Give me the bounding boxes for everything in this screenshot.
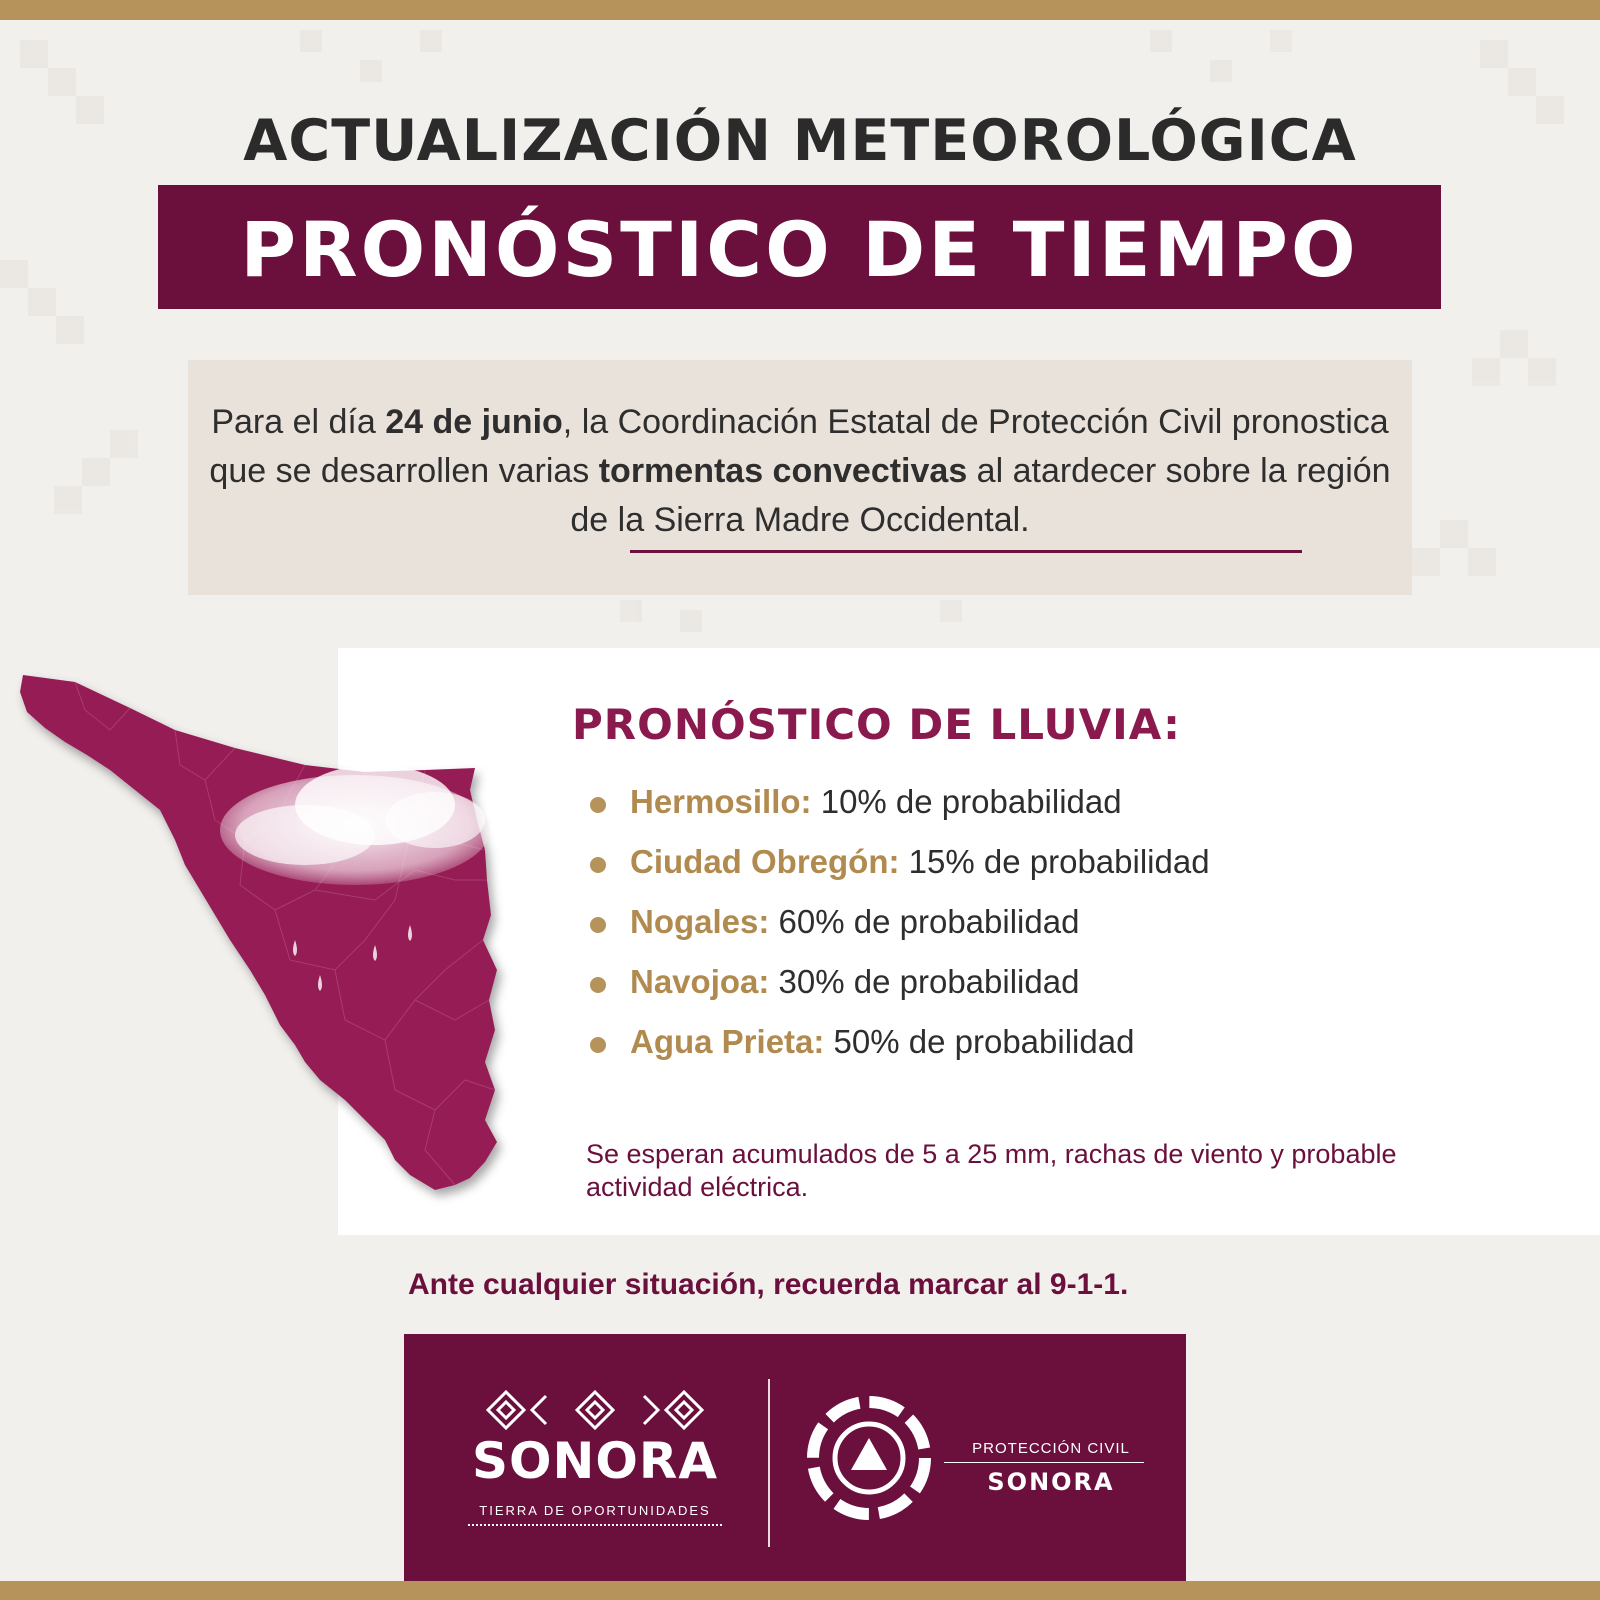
city-name: Nogales: [630, 903, 770, 940]
sonora-logo-tagline: TIERRA DE OPORTUNIDADES [479, 1503, 711, 1518]
probability-text: 30% de probabilidad [769, 963, 1080, 1000]
list-item [590, 900, 1210, 960]
bullet-icon [590, 797, 606, 813]
intro-date: 24 de junio [385, 403, 563, 441]
list-item [590, 1020, 1210, 1080]
top-gold-bar [0, 0, 1600, 20]
probability-text: 15% de probabilidad [899, 843, 1210, 880]
intro-highlight: tormentas convectivas [598, 452, 968, 490]
intro-text [208, 398, 1392, 545]
banner-title: PRONÓSTICO DE TIEMPO [240, 205, 1359, 294]
proteccion-civil-emblem-icon [807, 1396, 931, 1520]
bullet-icon [590, 857, 606, 873]
probability-text: 10% de probabilidad [811, 783, 1122, 820]
forecast-note: Se esperan acumulados de 5 a 25 mm, rachas de viento y probable actividad eléctrica. [586, 1139, 1397, 1202]
intro-box [188, 360, 1412, 595]
proteccion-civil-state: SONORA [987, 1468, 1115, 1496]
list-item [590, 780, 1210, 840]
emergency-call-text: Ante cualquier situación, recuerda marcar al 9-1-1. [408, 1268, 1129, 1301]
rain-forecast-title: PRONÓSTICO DE LLUVIA: [572, 700, 1181, 749]
region-underline [630, 550, 1302, 553]
city-name: Agua Prieta: [630, 1023, 825, 1060]
bottom-gold-bar [0, 1581, 1600, 1600]
probability-text: 60% de probabilidad [769, 903, 1080, 940]
tagline-underline [468, 1524, 722, 1526]
intro-text-2: , la Coordinación Estatal de Protección Civil pronostica que se desarrollen varias [209, 403, 1389, 490]
intro-text-3: al atardecer sobre la [967, 452, 1297, 490]
footer-divider [768, 1379, 770, 1547]
city-name: Ciudad Obregón: [630, 843, 900, 880]
list-item [590, 840, 1210, 900]
bullet-icon [590, 977, 606, 993]
proteccion-civil-label: PROTECCIÓN CIVIL [972, 1440, 1130, 1457]
footer-logos [404, 1334, 1186, 1581]
title-banner [158, 185, 1441, 309]
bullet-icon [590, 1037, 606, 1053]
list-item [590, 960, 1210, 1020]
sonora-logo-icon [484, 1390, 706, 1434]
city-name: Navojoa: [630, 963, 770, 1000]
sonora-map-icon [15, 670, 525, 1215]
city-name: Hermosillo: [630, 783, 812, 820]
intro-text-1: Para el día [211, 403, 386, 441]
bullet-icon [590, 917, 606, 933]
proteccion-civil-divider [944, 1462, 1144, 1463]
intro-region: región de la Sierra Madre Occidental. [570, 452, 1391, 539]
probability-text: 50% de probabilidad [824, 1023, 1135, 1060]
rain-forecast-list [590, 780, 1210, 1080]
page-title: ACTUALIZACIÓN METEOROLÓGICA [243, 108, 1357, 174]
sonora-logo-text: SONORA [471, 1432, 719, 1490]
